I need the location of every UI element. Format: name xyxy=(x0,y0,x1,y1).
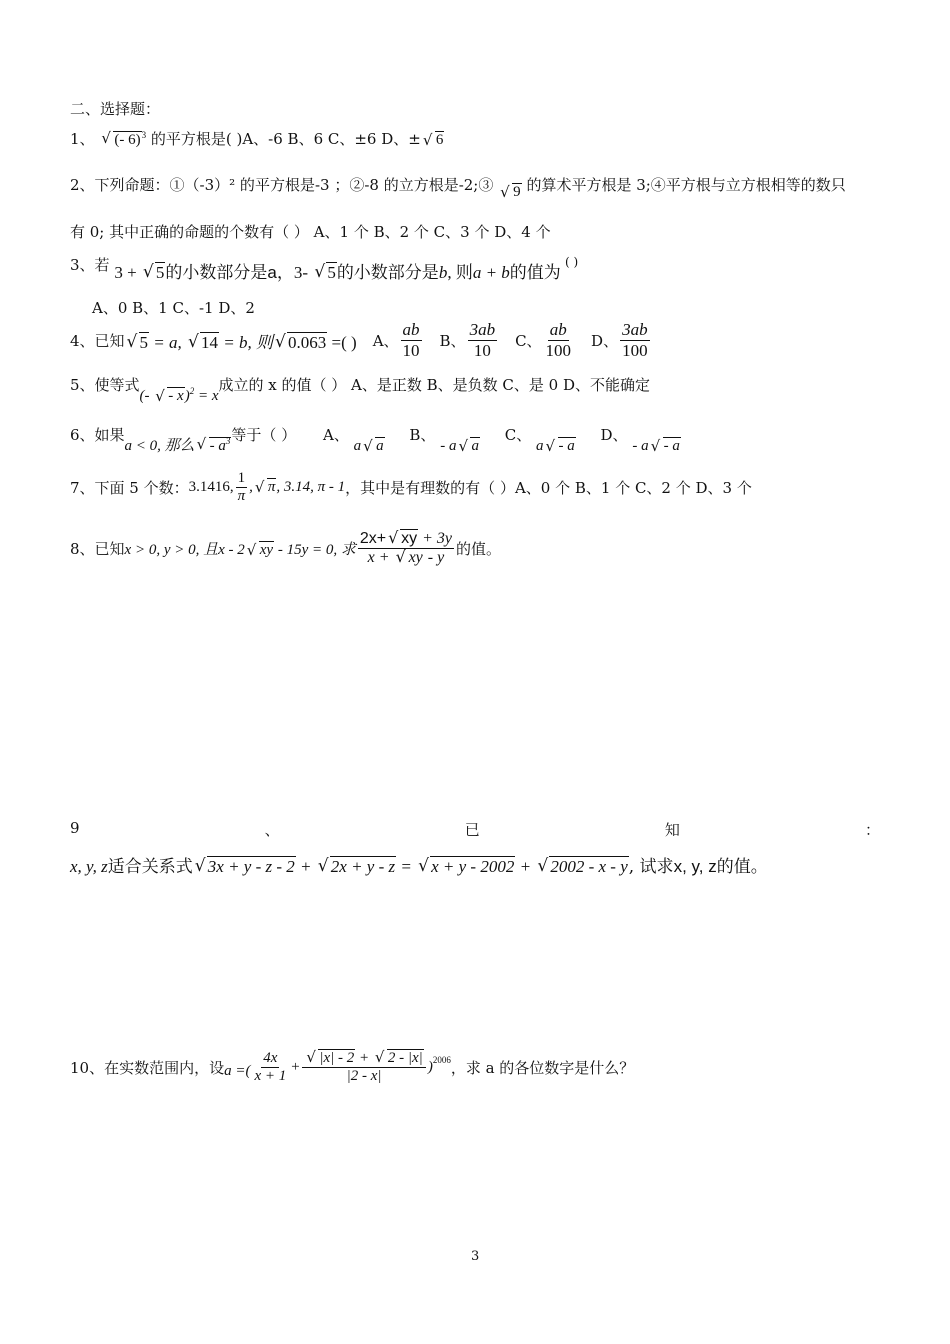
q4-option-a-fraction: $\frac{ab}{10}$ xyxy=(402,320,420,360)
q7-fraction: $\frac{1}{\pi}$ xyxy=(237,470,246,505)
question-1 xyxy=(70,128,444,149)
q4-option-d-fraction: $\frac{3ab}{100}$ xyxy=(622,320,648,360)
question-9-line-2: x, y, z适合关系式√ 3x + y - z - 2 + √ 2x + y - z = √ x + y - 2002 + √ 2002 - x - y, 试求x, y, z的值。 xyxy=(70,852,768,877)
question-8: 8、已知 x > 0, y > 0, 且x - 2√ xy - 15y = 0, 求 $\frac{2x+√ xy + 3y}{x + √ xy - y}$ 的值。 xyxy=(70,530,501,568)
question-6: 6、如果a < 0, 那么√ - $a^3$等于（ ） A、 a√ a B、 - a√ a C、 a√ - a D、 - a√ - a xyxy=(70,424,681,445)
question-2-line-2: 有 0; 其中正确的命题的个数有（ ） A、1 个 B、2 个 C、3 个 D、4 个 xyxy=(70,223,551,241)
question-5: 5、使等式(- √ - x)$^2$ = x成立的 x 的值（ ） A、是正数 B、是负数 C、是 0 D、不能确定 xyxy=(70,374,650,395)
question-10: 10、在实数范围内，设 a =( $\frac{4x}{x + 1}$ + √ $\frac{|x| - 2 + √ 2 - |x|}{|2 - x|}$ ) $^{2006}$ ，求 a 的各位数字是什么？ xyxy=(70,1050,634,1086)
q1-text: 的平方根是( )A、-6 B、6 C、±6 D、± xyxy=(150,130,421,148)
q1-number: 1、 xyxy=(70,130,95,148)
q4-option-b-fraction: $\frac{3ab}{10}$ xyxy=(469,320,496,360)
question-4: 4、已知 √ 5 = a, √ 14 = b, 则√ 0.063 =( ) A、 $\frac{ab}{10}$ B、 $\frac{3ab}{10}$ C、 $\frac{ab}{100}$ D、 $\frac{3ab}{100}$ xyxy=(70,320,652,360)
question-3-options: A、0 B、1 C、-1 D、2 xyxy=(92,299,255,317)
question-3: 3、若 3 + √ 5的小数部分是a，3- √ 5的小数部分是b, 则a + b的值为 ( ) xyxy=(70,250,578,275)
section-title: 二、选择题： xyxy=(70,100,161,118)
q8-fraction: $\frac{2x+√ xy + 3y}{x + √ xy - y}$ xyxy=(358,530,454,568)
q10-fraction-2: √ $\frac{|x| - 2 + √ 2 - |x|}{|2 - x|}$ xyxy=(302,1050,425,1086)
question-2-line-1: 2、下列命题：①（-3）² 的平方根是-3 ；②-8 的立方根是-2;③ √ 9 的算术平方根是 3;④平方根与立方根相等的数只 xyxy=(70,174,846,195)
q4-option-c-fraction: $\frac{ab}{100}$ xyxy=(545,320,572,360)
q10-fraction-1: $\frac{4x}{x + 1}$ xyxy=(254,1050,287,1085)
q1-option-d-radical: √ 6 xyxy=(423,132,445,149)
q2-radical: √ 9 xyxy=(500,184,522,201)
question-9-line-1: 9 、 已 知 ： xyxy=(70,819,880,839)
q1-radical: √ (- 6)$^3$ xyxy=(101,130,146,149)
page-number: 3 xyxy=(471,1249,480,1264)
question-7: 7、下面 5 个数： 3.1416, $\frac{1}{\pi}$ , √ π , 3.14, π - 1 ，其中是有理数的有（ ）A、0 个 B、1 个 C、2 个 D、3 个 xyxy=(70,470,752,506)
